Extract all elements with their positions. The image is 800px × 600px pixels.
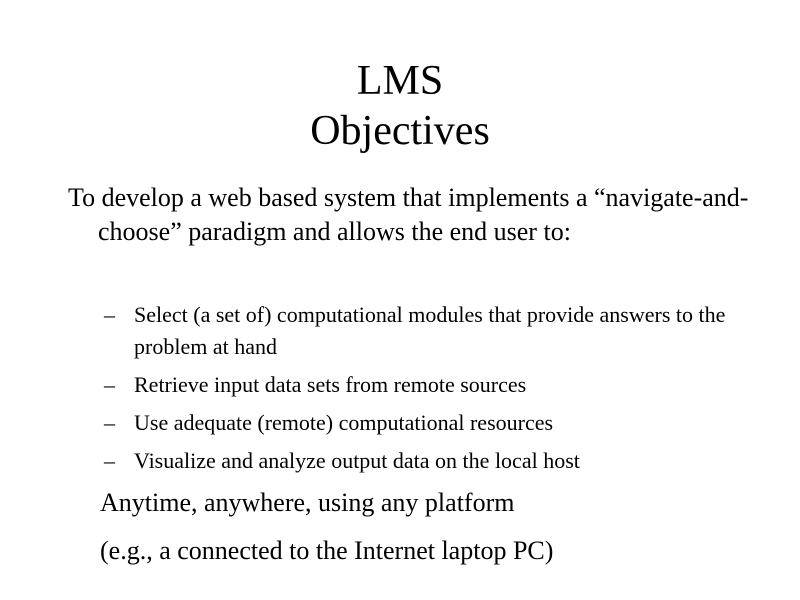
bullet-dash: – (104, 302, 115, 327)
title-line-lms: LMS (356, 58, 444, 104)
list-item (104, 299, 744, 363)
list-item (104, 369, 744, 401)
bullet-text: Select (a set of) computational modules that provide answers to the problem at hand (134, 302, 726, 359)
tagline-example: (e.g., a connected to the Internet laptop PC) (100, 536, 554, 565)
bullet-text: Retrieve input data sets from remote sources (134, 372, 527, 397)
title-line-objectives: Objectives (310, 108, 490, 154)
tagline-anytime: Anytime, anywhere, using any platform (100, 488, 515, 517)
intro-paragraph: To develop a web based system that implements a “navigate-and-choose” paradigm and allows the end user to: (68, 183, 749, 246)
bullet-dash: – (104, 410, 115, 435)
slide-title (0, 56, 800, 156)
list-item (104, 407, 744, 439)
bullet-text: Use adequate (remote) computational resources (134, 410, 554, 435)
bullet-dash: – (104, 448, 115, 473)
bullet-text: Visualize and analyze output data on the local host (134, 448, 580, 473)
list-item (104, 445, 744, 477)
objectives-list (104, 299, 744, 483)
bullet-dash: – (104, 372, 115, 397)
